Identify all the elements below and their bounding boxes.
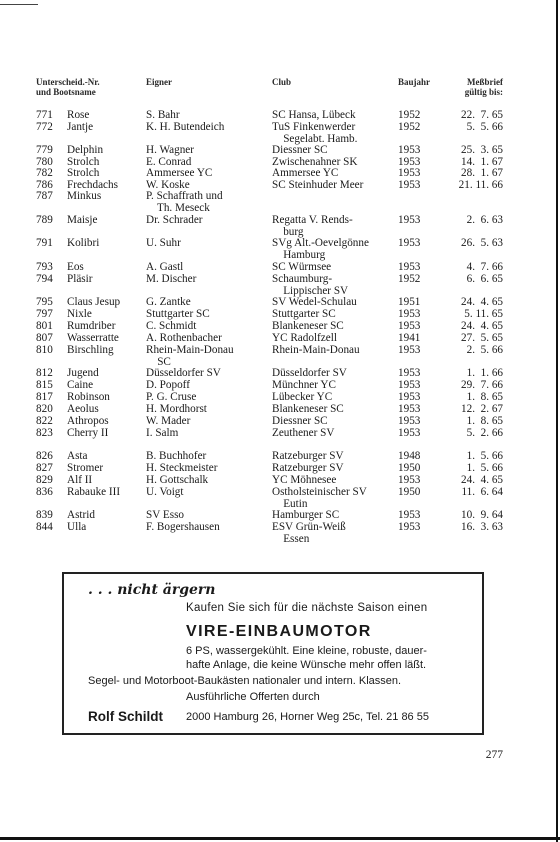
- boat-name: Rabauke III: [67, 486, 121, 498]
- owner: H. Wagner: [146, 144, 194, 156]
- boat-name: Kolibri: [67, 237, 100, 249]
- boat-number: 817: [36, 391, 53, 403]
- boat-number: 815: [36, 379, 53, 391]
- boat-name: Rumdriber: [67, 320, 116, 332]
- club: ESV Grün-Weiß Essen: [272, 521, 346, 545]
- boat-number: 827: [36, 462, 53, 474]
- boat-number: 787: [36, 190, 53, 202]
- boat-number: 820: [36, 403, 53, 415]
- club: Zeuthener SV: [272, 427, 335, 439]
- ad-slogan: . . . nicht ärgern: [88, 582, 216, 598]
- build-year: 1953: [398, 427, 421, 439]
- build-year: 1952: [398, 273, 421, 285]
- boat-number: 822: [36, 415, 53, 427]
- club: Stuttgarter SC: [272, 308, 336, 320]
- build-year: 1951: [398, 296, 421, 308]
- club: SC Hansa, Lübeck: [272, 109, 356, 121]
- header-year: Baujahr: [398, 77, 431, 87]
- build-year: 1950: [398, 462, 421, 474]
- owner: W. Mader: [146, 415, 191, 427]
- build-year: 1948: [398, 450, 421, 462]
- boat-name: Robinson: [67, 391, 110, 403]
- club: Münchner YC: [272, 379, 336, 391]
- boat-name: Asta: [67, 450, 88, 462]
- boat-name: Frechdachs: [67, 179, 118, 191]
- owner: F. Bogershausen: [146, 521, 220, 533]
- boat-name: Caine: [67, 379, 94, 391]
- boat-number: 794: [36, 273, 53, 285]
- header-valid-until: Meßbrief gültig bis:: [464, 77, 503, 97]
- build-year: 1953: [398, 344, 421, 356]
- boat-name: Strolch: [67, 156, 100, 168]
- certificate-valid-until: 1. 8. 65: [466, 415, 503, 427]
- owner: S. Bahr: [146, 109, 180, 121]
- boat-name: Claus Jesup: [67, 296, 121, 308]
- club: Diessner SC: [272, 415, 328, 427]
- owner: W. Koske: [146, 179, 190, 191]
- build-year: 1953: [398, 379, 421, 391]
- club: SV Wedel-Schulau: [272, 296, 357, 308]
- build-year: 1953: [398, 415, 421, 427]
- build-year: 1953: [398, 156, 421, 168]
- boat-number: 771: [36, 109, 53, 121]
- certificate-valid-until: 1. 5. 66: [466, 462, 503, 474]
- certificate-valid-until: 4. 7. 66: [466, 261, 503, 273]
- build-year: 1950: [398, 486, 421, 498]
- build-year: 1953: [398, 474, 421, 486]
- boat-name: Nixle: [67, 308, 92, 320]
- build-year: 1953: [398, 261, 421, 273]
- owner: Ammersee YC: [146, 167, 213, 179]
- club: Regatta V. Rends- burg: [272, 214, 353, 238]
- build-year: 1952: [398, 109, 421, 121]
- boat-number: 807: [36, 332, 53, 344]
- owner: P. G. Cruse: [146, 391, 197, 403]
- boat-name: Maisje: [67, 214, 98, 226]
- club: Düsseldorfer SV: [272, 367, 347, 379]
- certificate-valid-until: 12. 2. 67: [461, 403, 503, 415]
- ad-product-name: VIRE-EINBAUMOTOR: [186, 623, 372, 640]
- build-year: 1941: [398, 332, 421, 344]
- boat-name: Strolch: [67, 167, 100, 179]
- certificate-valid-until: 11. 6. 64: [461, 486, 503, 498]
- certificate-valid-until: 5. 5. 66: [466, 121, 503, 133]
- boat-name: Alf II: [67, 474, 93, 486]
- club: Ratzeburger SV: [272, 450, 344, 462]
- owner: P. Schaffrath und Th. Meseck: [146, 190, 223, 214]
- ad-address: 2000 Hamburg 26, Horner Weg 25c, Tel. 21 86 55: [186, 711, 429, 723]
- header-nr-name: Unterscheid.-Nr. und Bootsname: [36, 77, 100, 97]
- boat-name: Ulla: [67, 521, 87, 533]
- owner: G. Zantke: [146, 296, 191, 308]
- club: Ratzeburger SV: [272, 462, 344, 474]
- build-year: 1953: [398, 521, 421, 533]
- boat-number: 793: [36, 261, 53, 273]
- boat-number: 839: [36, 509, 53, 521]
- boat-number: 795: [36, 296, 53, 308]
- build-year: 1953: [398, 144, 421, 156]
- owner: B. Buchhofer: [146, 450, 207, 462]
- certificate-valid-until: 6. 6. 65: [466, 273, 503, 285]
- build-year: 1953: [398, 214, 421, 226]
- club: Schaumburg- Lippischer SV: [272, 273, 349, 297]
- ad-offer-line: Ausführliche Offerten durch: [186, 691, 320, 703]
- boat-number: 780: [36, 156, 53, 168]
- club: Hamburger SC: [272, 509, 340, 521]
- club: SVg Alt.-Oevelgönne Hamburg: [272, 237, 369, 261]
- certificate-valid-until: 16. 3. 63: [461, 521, 503, 533]
- boat-number: 772: [36, 121, 53, 133]
- owner: Rhein-Main-Donau SC: [146, 344, 234, 368]
- page-number: 277: [485, 749, 503, 761]
- boat-number: 826: [36, 450, 53, 462]
- owner: I. Salm: [146, 427, 179, 439]
- certificate-valid-until: 26. 5. 63: [461, 237, 503, 249]
- certificate-valid-until: 24. 4. 65: [461, 320, 503, 332]
- owner: Stuttgarter SC: [146, 308, 210, 320]
- ad-intro-line: Kaufen Sie sich für die nächste Saison einen: [186, 602, 428, 614]
- boat-number: 786: [36, 179, 53, 191]
- boat-number: 823: [36, 427, 53, 439]
- certificate-valid-until: 10. 9. 64: [461, 509, 503, 521]
- owner: E. Conrad: [146, 156, 192, 168]
- owner: U. Suhr: [146, 237, 181, 249]
- build-year: 1953: [398, 179, 421, 191]
- certificate-valid-until: 1. 8. 65: [466, 391, 503, 403]
- club: Zwischenahner SK: [272, 156, 358, 168]
- boat-number: 797: [36, 308, 53, 320]
- ad-description-line-1: 6 PS, wassergekühlt. Eine kleine, robuste, dauer-: [186, 645, 427, 657]
- certificate-valid-until: 2. 5. 66: [466, 344, 503, 356]
- ad-description-line-2: hafte Anlage, die keine Wünsche mehr offen läßt.: [186, 659, 427, 671]
- club: Ammersee YC: [272, 167, 339, 179]
- build-year: 1953: [398, 237, 421, 249]
- page-edge-bottom: [0, 837, 560, 840]
- build-year: 1953: [398, 320, 421, 332]
- club: SC Würmsee: [272, 261, 332, 273]
- boat-name: Minkus: [67, 190, 102, 202]
- boat-name: Stromer: [67, 462, 104, 474]
- boat-name: Astrid: [67, 509, 95, 521]
- owner: H. Gottschalk: [146, 474, 209, 486]
- certificate-valid-until: 5. 11. 65: [464, 308, 503, 320]
- certificate-valid-until: 27. 5. 65: [461, 332, 503, 344]
- club: Blankeneser SC: [272, 320, 344, 332]
- boat-number: 829: [36, 474, 53, 486]
- build-year: 1953: [398, 403, 421, 415]
- club: YC Radolfzell: [272, 332, 337, 344]
- boat-name: Wasserratte: [67, 332, 119, 344]
- certificate-valid-until: 21. 11. 66: [458, 179, 503, 191]
- page-edge-right: [556, 0, 558, 842]
- certificate-valid-until: 24. 4. 65: [461, 474, 503, 486]
- header-owner: Eigner: [146, 77, 172, 87]
- boat-number: 844: [36, 521, 53, 533]
- owner: K. H. Butendeich: [146, 121, 225, 133]
- boat-name: Delphin: [67, 144, 104, 156]
- certificate-valid-until: 1. 1. 66: [466, 367, 503, 379]
- boat-name: Athropos: [67, 415, 109, 427]
- boat-name: Rose: [67, 109, 90, 121]
- boat-name: Cherry II: [67, 427, 109, 439]
- ad-kits-line: Segel- und Motorboot-Baukästen nationaler und intern. Klassen.: [88, 675, 402, 687]
- top-rule: [0, 4, 38, 5]
- certificate-valid-until: 28. 1. 67: [461, 167, 503, 179]
- club: Diessner SC: [272, 144, 328, 156]
- owner: SV Esso: [146, 509, 185, 521]
- club: Rhein-Main-Donau: [272, 344, 360, 356]
- owner: H. Mordhorst: [146, 403, 207, 415]
- build-year: 1953: [398, 509, 421, 521]
- boat-name: Pläsir: [67, 273, 93, 285]
- build-year: 1953: [398, 308, 421, 320]
- boat-number: 810: [36, 344, 53, 356]
- boat-number: 812: [36, 367, 53, 379]
- boat-number: 782: [36, 167, 53, 179]
- owner: D. Popoff: [146, 379, 190, 391]
- owner: H. Steckmeister: [146, 462, 218, 474]
- boat-name: Eos: [67, 261, 84, 273]
- boat-number: 789: [36, 214, 53, 226]
- build-year: 1952: [398, 121, 421, 133]
- owner: C. Schmidt: [146, 320, 197, 332]
- club: Ostholsteinischer SV Eutin: [272, 486, 367, 510]
- club: TuS Finkenwerder Segelabt. Hamb.: [272, 121, 358, 145]
- club: Blankeneser SC: [272, 403, 344, 415]
- boat-name: Jugend: [67, 367, 99, 379]
- boat-number: 791: [36, 237, 53, 249]
- club: YC Möhnesee: [272, 474, 337, 486]
- boat-number: 779: [36, 144, 53, 156]
- ad-brand: Rolf Schildt: [88, 709, 163, 724]
- owner: A. Rothenbacher: [146, 332, 222, 344]
- header-club: Club: [272, 77, 292, 87]
- boat-number: 801: [36, 320, 53, 332]
- owner: Dr. Schrader: [146, 214, 203, 226]
- owner: M. Discher: [146, 273, 197, 285]
- owner: U. Voigt: [146, 486, 184, 498]
- certificate-valid-until: 22. 7. 65: [461, 109, 503, 121]
- boat-name: Aeolus: [67, 403, 99, 415]
- build-year: 1953: [398, 391, 421, 403]
- certificate-valid-until: 1. 5. 66: [466, 450, 503, 462]
- club: Lübecker YC: [272, 391, 333, 403]
- advertisement: [62, 572, 484, 735]
- boat-number: 836: [36, 486, 53, 498]
- build-year: 1953: [398, 167, 421, 179]
- owner: Düsseldorfer SV: [146, 367, 221, 379]
- certificate-valid-until: 5. 2. 66: [466, 427, 503, 439]
- build-year: 1953: [398, 367, 421, 379]
- owner: A. Gastl: [146, 261, 184, 273]
- certificate-valid-until: 24. 4. 65: [461, 296, 503, 308]
- boat-name: Birschling: [67, 344, 114, 356]
- certificate-valid-until: 25. 3. 65: [461, 144, 503, 156]
- certificate-valid-until: 2. 6. 63: [466, 214, 503, 226]
- boat-name: Jantje: [67, 121, 94, 133]
- certificate-valid-until: 29. 7. 66: [461, 379, 503, 391]
- club: SC Steinhuder Meer: [272, 179, 364, 191]
- certificate-valid-until: 14. 1. 67: [461, 156, 503, 168]
